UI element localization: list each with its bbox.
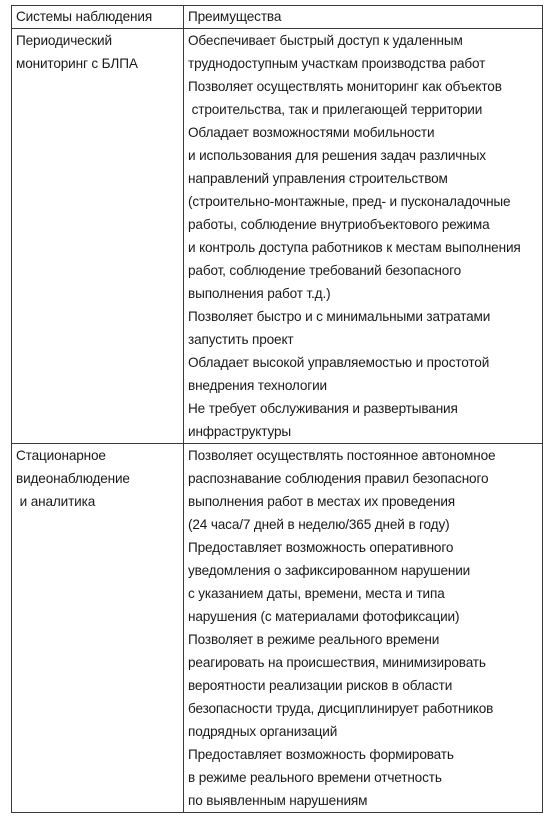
advantage-line: и использования для решения задач различных: [188, 148, 486, 163]
advantage-line: работы, соблюдение внутриобъектового режима: [188, 217, 490, 232]
advantage-line: Обеспечивает быстрый доступ к удаленным: [188, 33, 463, 48]
advantage-line: Позволяет быстро и с минимальными затратами: [188, 309, 491, 324]
header-advantages: Преимущества: [184, 6, 543, 29]
advantage-line: строительства, так и прилегающей территории: [188, 102, 483, 117]
advantage-line: труднодоступным участкам производства работ: [188, 56, 486, 71]
advantages-cell: [184, 29, 543, 444]
system-cell: [12, 444, 184, 813]
system-line: и аналитика: [16, 494, 96, 509]
monitoring-systems-table: [11, 5, 543, 813]
advantage-line: запустить проект: [188, 332, 294, 347]
advantage-line: подрядных организаций: [188, 724, 338, 739]
advantage-line: Позволяет осуществлять мониторинг как объектов: [188, 79, 502, 94]
advantage-line: в режиме реального времени отчетность: [188, 770, 442, 785]
advantage-line: Предоставляет возможность формировать: [188, 747, 454, 762]
table-body: [12, 29, 543, 813]
system-line: мониторинг с БЛПА: [16, 56, 138, 71]
advantage-line: Обладает возможностями мобильности: [188, 125, 435, 140]
advantage-line: по выявленным нарушениям: [188, 793, 368, 808]
table-header-row: [12, 6, 543, 29]
system-line: Периодический: [16, 33, 112, 48]
advantage-line: направлений управления строительством: [188, 171, 448, 186]
advantage-line: (24 часа/7 дней в неделю/365 дней в году): [188, 517, 450, 532]
advantage-line: нарушения (с материалами фотофиксации): [188, 609, 460, 624]
advantage-line: Не требует обслуживания и развертывания: [188, 401, 458, 416]
advantage-line: уведомления о зафиксированном нарушении: [188, 563, 471, 578]
advantages-cell: [184, 444, 543, 813]
table-row: [12, 29, 543, 444]
advantage-line: распознавание соблюдения правил безопасного: [188, 471, 489, 486]
advantage-line: безопасности труда, дисциплинирует работников: [188, 701, 494, 716]
advantage-line: реагировать на происшествия, минимизировать: [188, 655, 486, 670]
advantage-line: вероятности реализации рисков в области: [188, 678, 453, 693]
advantage-line: работ, соблюдение требований безопасного: [188, 263, 462, 278]
advantage-line: с указанием даты, времени, места и типа: [188, 586, 445, 601]
advantage-line: выполнения работ в местах их проведения: [188, 494, 456, 509]
advantage-line: выполнения работ т.д.): [188, 286, 331, 301]
advantage-line: Обладает высокой управляемостью и простотой: [188, 355, 490, 370]
advantage-line: Предоставляет возможность оперативного: [188, 540, 454, 555]
advantage-line: и контроль доступа работников к местам выполнения: [188, 240, 521, 255]
advantage-line: внедрения технологии: [188, 378, 327, 393]
advantage-line: (строительно-монтажные, пред- и пусконаладочные: [188, 194, 511, 209]
advantage-line: Позволяет в режиме реального времени: [188, 632, 440, 647]
system-line: видеонаблюдение: [16, 471, 130, 486]
header-systems: Системы наблюдения: [12, 6, 184, 29]
system-line: Стационарное: [16, 448, 106, 463]
table-row: [12, 444, 543, 813]
system-cell: [12, 29, 184, 444]
advantage-line: инфраструктуры: [188, 424, 291, 439]
advantage-line: Позволяет осуществлять постоянное автономное: [188, 448, 496, 463]
